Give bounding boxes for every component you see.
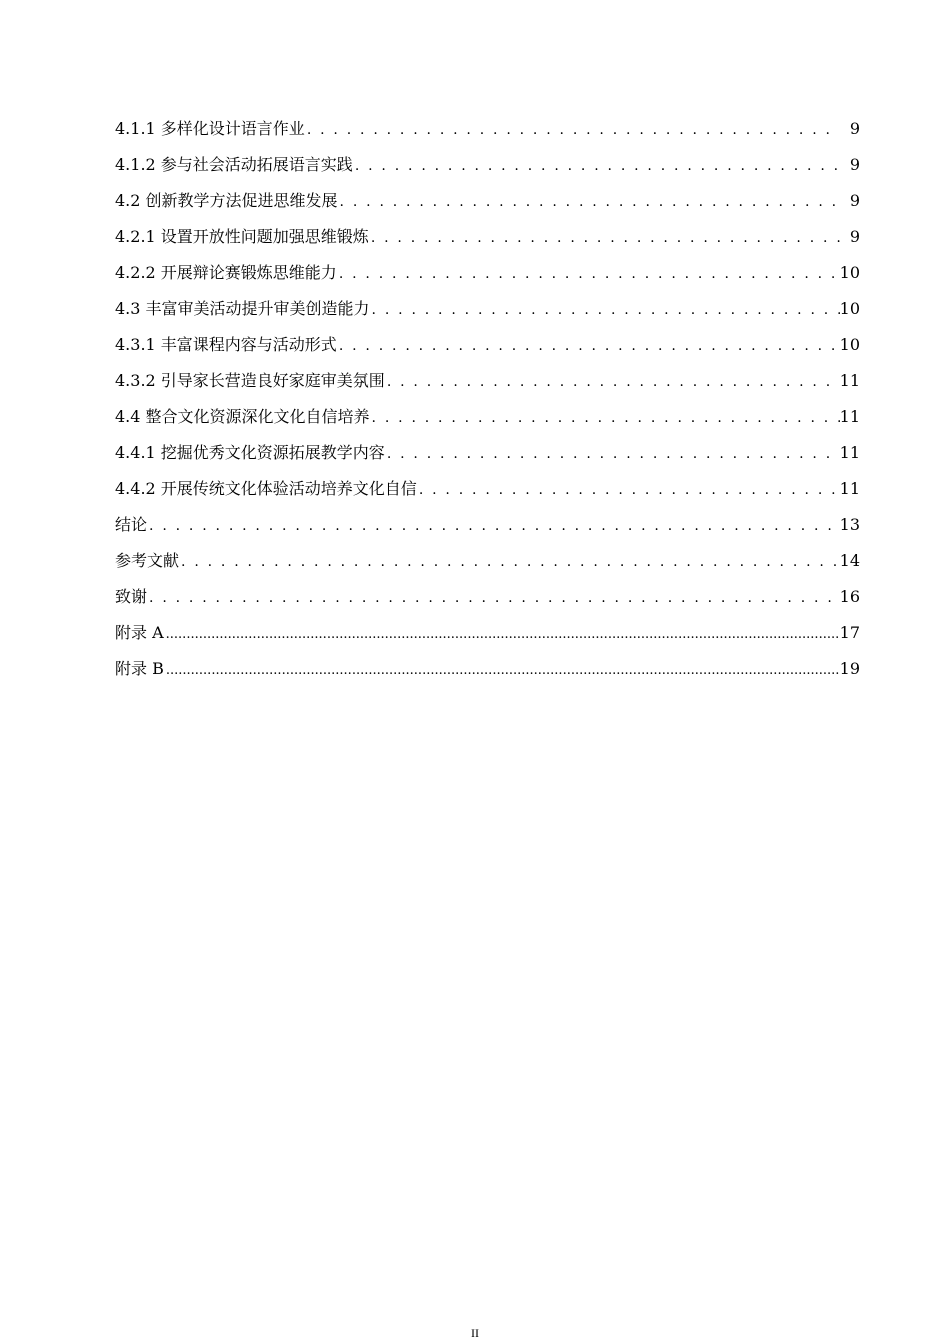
dot-leader: [370, 406, 840, 430]
toc-entry[interactable]: [115, 261, 860, 297]
toc-entry-page: 9: [849, 119, 860, 138]
toc-entry[interactable]: [115, 477, 860, 513]
toc-entry-page: 14: [839, 551, 860, 570]
toc-entry-title: 致谢: [115, 587, 148, 606]
page-number: II: [471, 1326, 479, 1340]
dot-leader: [385, 370, 840, 394]
toc-entry-page: 10: [839, 335, 860, 354]
dot-leader: [338, 190, 840, 214]
toc-entry-page: 9: [849, 227, 860, 246]
toc-entry-page: 10: [839, 263, 860, 282]
toc-entry[interactable]: [115, 369, 860, 405]
dot-leader: [179, 550, 840, 574]
table-of-contents: [115, 117, 860, 693]
toc-entry-title: 4.3.2 引导家长营造良好家庭审美氛围: [115, 371, 385, 390]
toc-entry-page: 11: [839, 407, 860, 426]
toc-entry[interactable]: [115, 657, 860, 693]
dot-leader: [417, 478, 840, 502]
toc-entry-title: 4.4.1 挖掘优秀文化资源拓展教学内容: [115, 443, 385, 462]
dot-leader: [385, 442, 840, 466]
toc-entry-page: 11: [839, 443, 860, 462]
toc-entry-title: 4.1.2 参与社会活动拓展语言实践: [115, 155, 353, 174]
dot-leader: [337, 262, 840, 286]
toc-entry[interactable]: [115, 189, 860, 225]
toc-entry-title: 参考文献: [115, 551, 180, 570]
dot-leader: [164, 659, 840, 683]
toc-entry-page: 13: [839, 515, 860, 534]
toc-entry-page: 16: [839, 587, 860, 606]
toc-entry-page: 11: [839, 479, 860, 498]
dot-leader: [147, 514, 840, 538]
toc-entry-page: 10: [839, 299, 860, 318]
dot-leader: [370, 298, 840, 322]
dot-leader: [337, 334, 840, 358]
toc-entry-page: 17: [839, 623, 860, 642]
toc-entry[interactable]: [115, 153, 860, 189]
toc-entry[interactable]: [115, 333, 860, 369]
toc-entry[interactable]: [115, 117, 860, 153]
toc-entry-title: 结论: [115, 515, 148, 534]
toc-entry-title: 4.3.1 丰富课程内容与活动形式: [115, 335, 337, 354]
dot-leader: [353, 154, 840, 178]
toc-entry-title: 4.4.2 开展传统文化体验活动培养文化自信: [115, 479, 417, 498]
toc-entry[interactable]: [115, 549, 860, 585]
toc-entry-title: 附录 B: [115, 659, 164, 678]
dot-leader: [147, 586, 840, 610]
dot-leader: [164, 623, 840, 647]
dot-leader: [305, 118, 840, 142]
toc-entry[interactable]: [115, 441, 860, 477]
toc-entry-page: 11: [839, 371, 860, 390]
toc-entry-page: 9: [849, 155, 860, 174]
toc-entry[interactable]: [115, 297, 860, 333]
toc-entry-title: 4.4 整合文化资源深化文化自信培养: [115, 407, 370, 426]
toc-entry-title: 4.2 创新教学方法促进思维发展: [115, 191, 338, 210]
toc-entry-title: 4.3 丰富审美活动提升审美创造能力: [115, 299, 370, 318]
toc-entry-title: 4.2.1 设置开放性问题加强思维锻炼: [115, 227, 369, 246]
toc-entry-title: 4.1.1 多样化设计语言作业: [115, 119, 305, 138]
toc-entry-page: 9: [849, 191, 860, 210]
toc-entry[interactable]: [115, 225, 860, 261]
toc-entry-title: 4.2.2 开展辩论赛锻炼思维能力: [115, 263, 337, 282]
toc-entry[interactable]: [115, 621, 860, 657]
toc-entry-title: 附录 A: [115, 623, 164, 642]
toc-entry[interactable]: [115, 405, 860, 441]
toc-entry[interactable]: [115, 513, 860, 549]
toc-entry[interactable]: [115, 585, 860, 621]
dot-leader: [369, 226, 840, 250]
toc-entry-page: 19: [839, 659, 860, 678]
